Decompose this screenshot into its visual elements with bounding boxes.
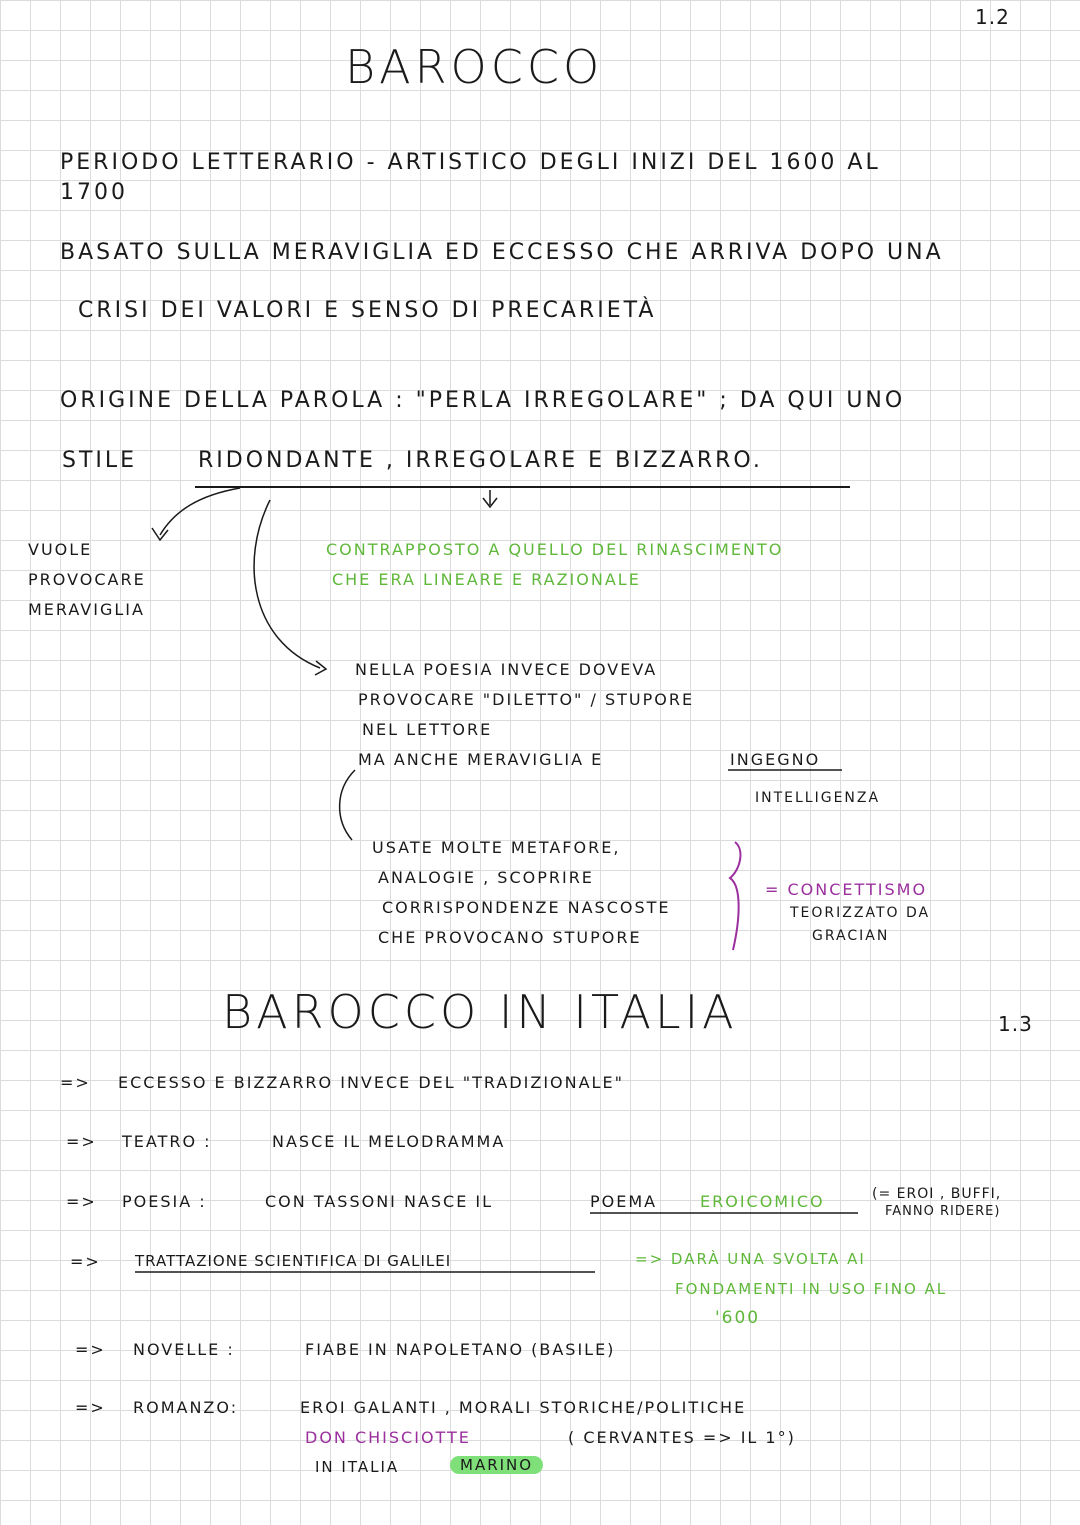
side-note-line: VUOLE [28, 540, 93, 559]
poema-word: POEMA [590, 1192, 658, 1211]
green-note-line: => DARÀ UNA SVOLTA AI [635, 1250, 866, 1268]
list-item-label-underlined: TRATTAZIONE SCIENTIFICA DI GALILEI [135, 1252, 452, 1270]
list-item-text: EROI GALANTI , MORALI STORICHE/POLITICHE [300, 1398, 747, 1417]
note-line: NELLA POESIA INVECE DOVEVA [355, 660, 658, 679]
page-number: 1.2 [975, 5, 1010, 29]
don-chisciotte: DON CHISCIOTTE [305, 1428, 471, 1447]
list-arrow: => [66, 1132, 97, 1151]
text-line: 1700 [60, 180, 128, 205]
side-note-line: MERAVIGLIA [28, 600, 145, 619]
note-subword: INTELLIGENZA [755, 790, 881, 806]
side-note-line: PROVOCARE [28, 570, 146, 589]
note-line: PROVOCARE "DILETTO" / STUPORE [358, 690, 695, 709]
text-line: CRISI DEI VALORI E SENSO DI PRECARIETÀ [78, 298, 657, 323]
note-word-underlined: INGEGNO [730, 750, 821, 769]
list-item-label: TEATRO : [122, 1132, 212, 1151]
text-line: ORIGINE DELLA PAROLA : "PERLA IRREGOLARE" ; DA QUI UNO [60, 388, 906, 413]
list-item-label: ROMANZO: [133, 1398, 239, 1417]
list-arrow: => [66, 1192, 97, 1211]
list-item-text: CON TASSONI NASCE IL [265, 1192, 494, 1211]
section-title: BAROCCO IN ITALIA [222, 985, 738, 1039]
side-note-line: (= EROI , BUFFI, [872, 1186, 1002, 1202]
text-line-underlined: RIDONDANTE , IRREGOLARE E BIZZARRO. [198, 448, 763, 473]
text-line: PERIODO LETTERARIO - ARTISTICO DEGLI INIZI DEL 1600 AL [60, 150, 881, 175]
side-note-line: FANNO RIDERE) [885, 1204, 1001, 1219]
list-arrow: => [70, 1252, 101, 1271]
list-arrow: => [75, 1340, 106, 1359]
note-line: IN ITALIA [315, 1458, 400, 1476]
page-number: 1.3 [998, 1012, 1033, 1036]
note-line: MA ANCHE MERAVIGLIA E [358, 750, 604, 769]
page-title: BAROCCO [345, 40, 604, 94]
note-line: CORRISPONDENZE NASCOSTE [382, 898, 671, 917]
eroicomico-word: EROICOMICO [700, 1192, 825, 1211]
note-line: NEL LETTORE [362, 720, 493, 739]
list-item-label: NOVELLE : [133, 1340, 235, 1359]
text-line: STILE [62, 448, 138, 473]
green-note-line: CONTRAPPOSTO A QUELLO DEL RINASCIMENTO [326, 540, 784, 559]
list-arrow: => [75, 1398, 106, 1417]
text-line: BASATO SULLA MERAVIGLIA ED ECCESSO CHE ARRIVA DOPO UNA [60, 240, 944, 265]
list-item-text: NASCE IL MELODRAMMA [272, 1132, 506, 1151]
list-item-label: POESIA : [122, 1192, 207, 1211]
green-note-line: CHE ERA LINEARE E RAZIONALE [332, 570, 641, 589]
green-note-line: FONDAMENTI IN USO FINO AL [675, 1280, 948, 1298]
purple-note: = CONCETTISMO [765, 880, 928, 899]
note-line: GRACIAN [812, 928, 890, 944]
note-line: USATE MOLTE METAFORE, [372, 838, 621, 857]
note-line: CHE PROVOCANO STUPORE [378, 928, 642, 947]
list-arrow: => [60, 1073, 91, 1092]
list-item-label: ECCESSO E BIZZARRO INVECE DEL "TRADIZIONALE" [118, 1073, 624, 1092]
marino-highlight: MARINO [450, 1456, 543, 1474]
note-line: TEORIZZATO DA [790, 905, 931, 921]
green-note-line: '600 [715, 1308, 761, 1328]
cervantes-note: ( CERVANTES => IL 1°) [568, 1428, 796, 1447]
list-item-text: FIABE IN NAPOLETANO (BASILE) [305, 1340, 616, 1359]
note-line: ANALOGIE , SCOPRIRE [378, 868, 594, 887]
highlighted-word [450, 1456, 543, 1474]
